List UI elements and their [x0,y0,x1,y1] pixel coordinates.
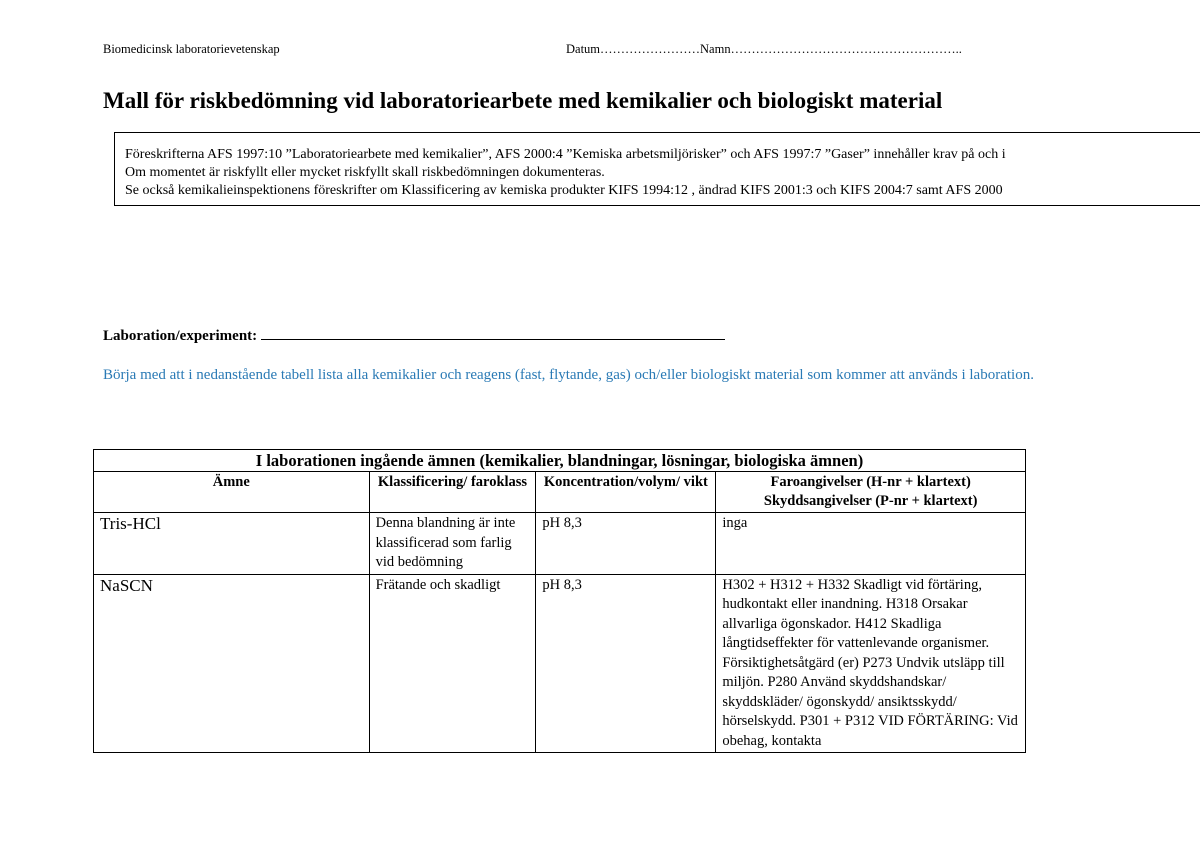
info-line-2: Om momentet är riskfyllt eller mycket riskfyllt skall riskbedömningen dokumenteras. [125,165,605,180]
cell-klassificering[interactable]: Denna blandning är inte klassificerad som farlig vid bedömning [369,513,536,575]
cell-koncentration[interactable]: pH 8,3 [536,513,716,575]
header-faroangivelser: Faroangivelser (H-nr + klartext) [770,474,971,490]
cell-faroangivelser[interactable]: inga [716,513,1026,575]
table-caption: I laborationen ingående ämnen (kemikalier, blandningar, lösningar, biologiska ämnen) [94,450,1026,472]
instruction-text: Börja med att i nedanstående tabell lista alla kemikalier och reagens (fast, flytande, gas) och/eller biologiskt material som kommer att används i laboration. [103,367,1034,383]
header-faro-skydd [716,472,1026,513]
lab-experiment-field [103,325,725,345]
cell-faroangivelser[interactable]: H302 + H312 + H332 Skadligt vid förtäring, hudkontakt eller inandning. H318 Orsakar allvarliga ögonskador. H412 Skadliga långtidseffekter för vattenlevande organismer. Försiktighetsåtgärd (er) P273 Undvik utsläpp till miljön. P280 Använd skyddshandskar/ skyddskläder/ ögonskydd/ ansiktsskydd/ hörselskydd. P301 + P312 VID FÖRTÄRING: Vid obehag, kontakta [716,574,1026,753]
cell-amne[interactable]: Tris-HCl [94,513,370,575]
lab-experiment-blank-line[interactable] [261,325,725,340]
header-koncentration: Koncentration/volym/ vikt [536,472,716,513]
header-skyddsangivelser: Skyddsangivelser (P-nr + klartext) [763,493,978,509]
table-row [94,574,1026,753]
cell-klassificering[interactable]: Frätande och skadligt [369,574,536,753]
header-klassificering: Klassificering/ faroklass [369,472,536,513]
cell-amne[interactable]: NaSCN [94,574,370,753]
regulations-info-box [114,132,1200,206]
substances-table [93,449,1026,753]
table-row [94,513,1026,575]
header-department: Biomedicinsk laboratorievetenskap [103,42,280,56]
lab-experiment-label: Laboration/experiment: [103,328,258,344]
header-date-name-fields: Datum……………………Namn……………………………………………….. [566,42,962,56]
cell-koncentration[interactable]: pH 8,3 [536,574,716,753]
info-line-3: Se också kemikalieinspektionens föreskrifter om Klassificering av kemiska produkter KIFS 1994:12 , ändrad KIFS 2001:3 och KIFS 2004:7 samt AFS 2000 [125,183,1003,198]
table-header-row [94,472,1026,513]
header-amne: Ämne [94,472,370,513]
table-caption-row [94,450,1026,472]
info-line-1: Föreskrifterna AFS 1997:10 ”Laboratoriearbete med kemikalier”, AFS 2000:4 ”Kemiska arbetsmiljörisker” och AFS 1997:7 ”Gaser” innehåller krav på och i [125,147,1006,162]
page-title: Mall för riskbedömning vid laboratoriearbete med kemikalier och biologiskt material [103,88,943,113]
